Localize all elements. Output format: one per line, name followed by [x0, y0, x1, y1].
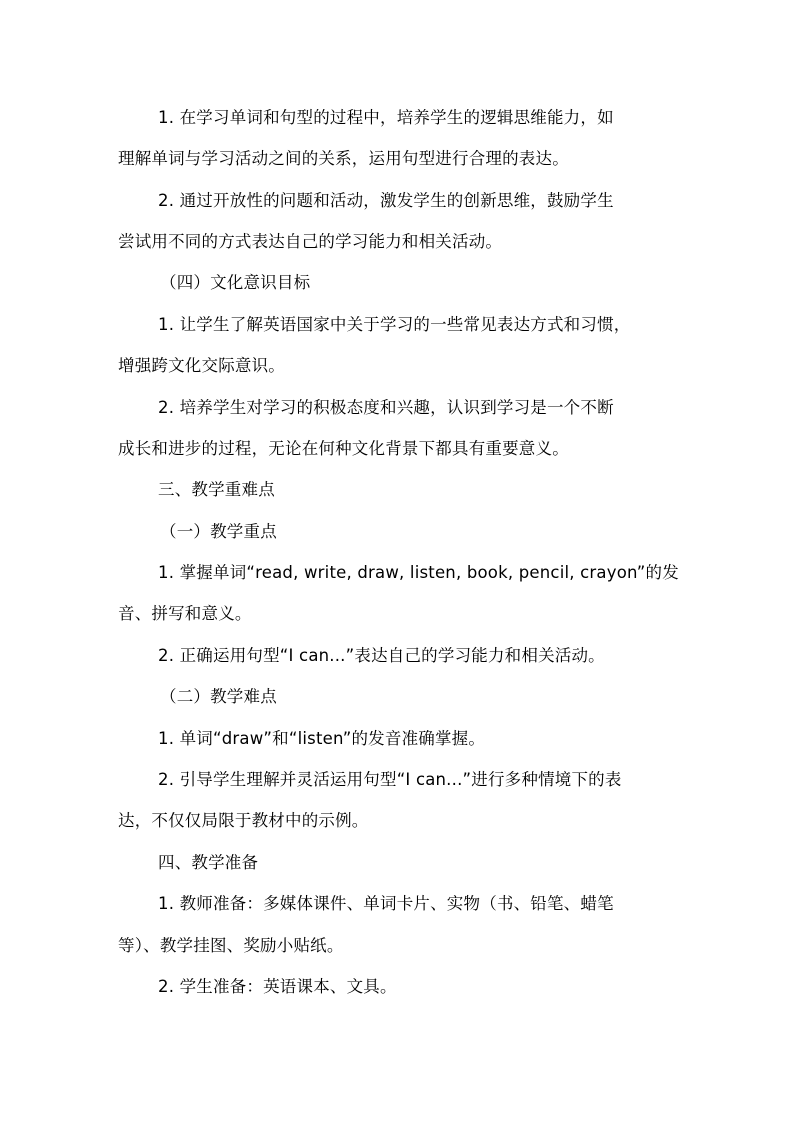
paragraph-line-4: 尝试用不同的方式表达自己的学习能力和相关活动。	[118, 232, 503, 251]
paragraph-line-20: 1. 教师准备：多媒体课件、单词卡片、实物（书、铅笔、蜡笔	[158, 894, 614, 913]
paragraph-line-12: 1. 掌握单词“read, write, draw, listen, book, pencil, crayon”的发	[158, 563, 679, 582]
paragraph-line-3: 2. 通过开放性的问题和活动，激发学生的创新思维，鼓励学生	[158, 191, 614, 210]
paragraph-line-7: 增强跨文化交际意识。	[118, 356, 285, 375]
paragraph-line-6: 1. 让学生了解英语国家中关于学习的一些常见表达方式和习惯，	[158, 315, 631, 334]
section-heading-preparation: 四、教学准备	[158, 853, 259, 872]
paragraph-line-18: 达，不仅仅局限于教材中的示例。	[118, 811, 369, 830]
section-heading-key-points: （一）教学重点	[160, 522, 277, 541]
paragraph-line-21: 等）、教学挂图、奖励小贴纸。	[118, 936, 344, 955]
paragraph-line-13: 音、拼写和意义。	[118, 604, 252, 623]
paragraph-line-16: 1. 单词“draw”和“listen”的发音准确掌握。	[158, 729, 486, 748]
paragraph-line-14: 2. 正确运用句型“I can...”表达自己的学习能力和相关活动。	[158, 646, 605, 665]
section-heading-culture: （四）文化意识目标	[160, 273, 311, 292]
paragraph-line-22: 2. 学生准备：英语课本、文具。	[158, 977, 397, 996]
paragraph-line-2: 理解单词与学习活动之间的关系，运用句型进行合理的表达。	[118, 149, 569, 168]
paragraph-line-1: 1. 在学习单词和句型的过程中，培养学生的逻辑思维能力，如	[158, 108, 614, 127]
section-heading-key-difficult: 三、教学重难点	[158, 480, 275, 499]
paragraph-line-17: 2. 引导学生理解并灵活运用句型“I can...”进行多种情境下的表	[158, 770, 622, 789]
paragraph-line-8: 2. 培养学生对学习的积极态度和兴趣，认识到学习是一个不断	[158, 398, 614, 417]
section-heading-difficult-points: （二）教学难点	[160, 687, 277, 706]
paragraph-line-9: 成长和进步的过程，无论在何种文化背景下都具有重要意义。	[118, 439, 569, 458]
